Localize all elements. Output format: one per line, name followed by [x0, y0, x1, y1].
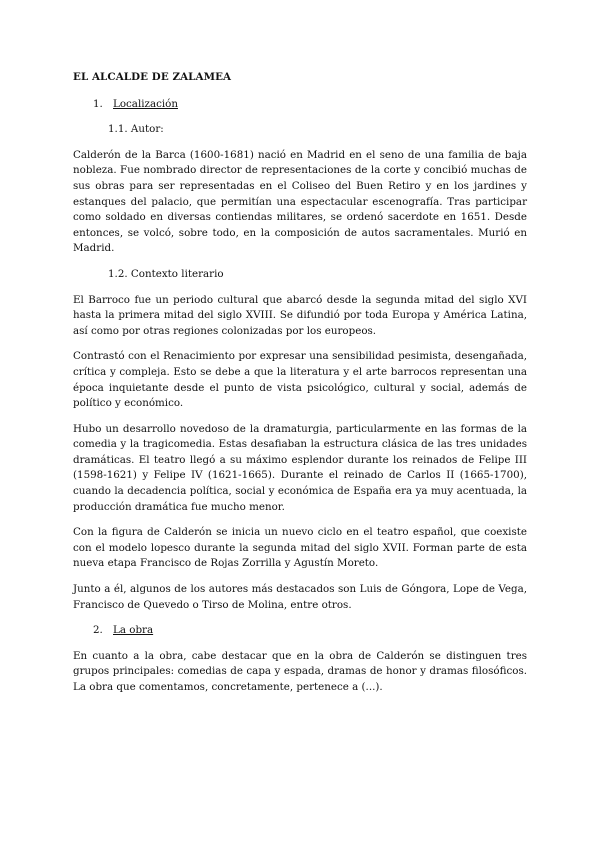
paragraph-calderon-ciclo: Con la figura de Calderón se inicia un nuevo ciclo en el teatro español, que coexiste con el modelo lopesco durante la segunda mitad del siglo XVII. Forman parte de esta nueva etapa Francisco de Rojas Zorrilla y Agustín Moreto.	[73, 526, 527, 570]
document-title: EL ALCALDE DE ZALAMEA	[73, 71, 232, 83]
paragraph-obra: En cuanto a la obra, cabe destacar que en la obra de Calderón se distinguen tres grupos principales: comedias de capa y espada, dramas de honor y dramas filosóficos. La obra que comentamos, concretamente, pertenece a (...).	[73, 649, 527, 693]
section-number: 1.	[93, 97, 103, 110]
section-number: 2.	[93, 624, 103, 637]
section-title: La obra	[113, 624, 154, 637]
paragraph-dramaturgia: Hubo un desarrollo novedoso de la dramaturgia, particularmente en las formas de la comedia y la tragicomedia. Estas desafiaban la estructura clásica de las tres unidades dramáticas. El teatro llegó a su máximo esplendor durante los reinados de Felipe III (1598-1621) y Felipe IV (1621-1665). Durante el reinado de Carlos II (1665-1700), cuando la decadencia política, social y económica de España era ya muy acentuada, la producción dramática fue mucho menor.	[73, 422, 527, 513]
paragraph-autores: Junto a él, algunos de los autores más destacados son Luis de Góngora, Lope de Vega, Francisco de Quevedo o Tirso de Molina, entre otros.	[73, 583, 527, 611]
subsection-heading-autor: 1.1. Autor:	[108, 123, 164, 136]
section-heading-obra	[93, 623, 527, 639]
paragraph-autor: Calderón de la Barca (1600-1681) nació en Madrid en el seno de una familia de baja nobleza. Fue nombrado director de representaciones de la corte y concibió muchas de sus obras para ser representadas en el Coliseo del Buen Retiro y en los jardines y estanques del palacio, que permitían una espectacular escenografía. Tras participar como soldado en diversas contiendas militares, se ordenó sacerdote en 1651. Desde entonces, se volcó, sobre todo, en la composición de autos sacramentales. Murió en Madrid.	[73, 148, 527, 255]
subsection-heading-contexto: 1.2. Contexto literario	[108, 267, 224, 280]
section-title: Localización	[113, 97, 178, 110]
paragraph-barroco: El Barroco fue un periodo cultural que abarcó desde la segunda mitad del siglo XVI hasta la primera mitad del siglo XVIII. Se difundió por toda Europa y América Latina, así como por otras regiones colonizadas por los europeos.	[73, 293, 527, 337]
paragraph-renacimiento: Contrastó con el Renacimiento por expresar una sensibilidad pesimista, desengañada, crítica y compleja. Esto se debe a que la literatura y el arte barrocos representan una época inquietante desde el punto de vista psicológico, cultural y social, además de político y económico.	[73, 350, 527, 410]
section-heading-localizacion	[93, 97, 527, 113]
